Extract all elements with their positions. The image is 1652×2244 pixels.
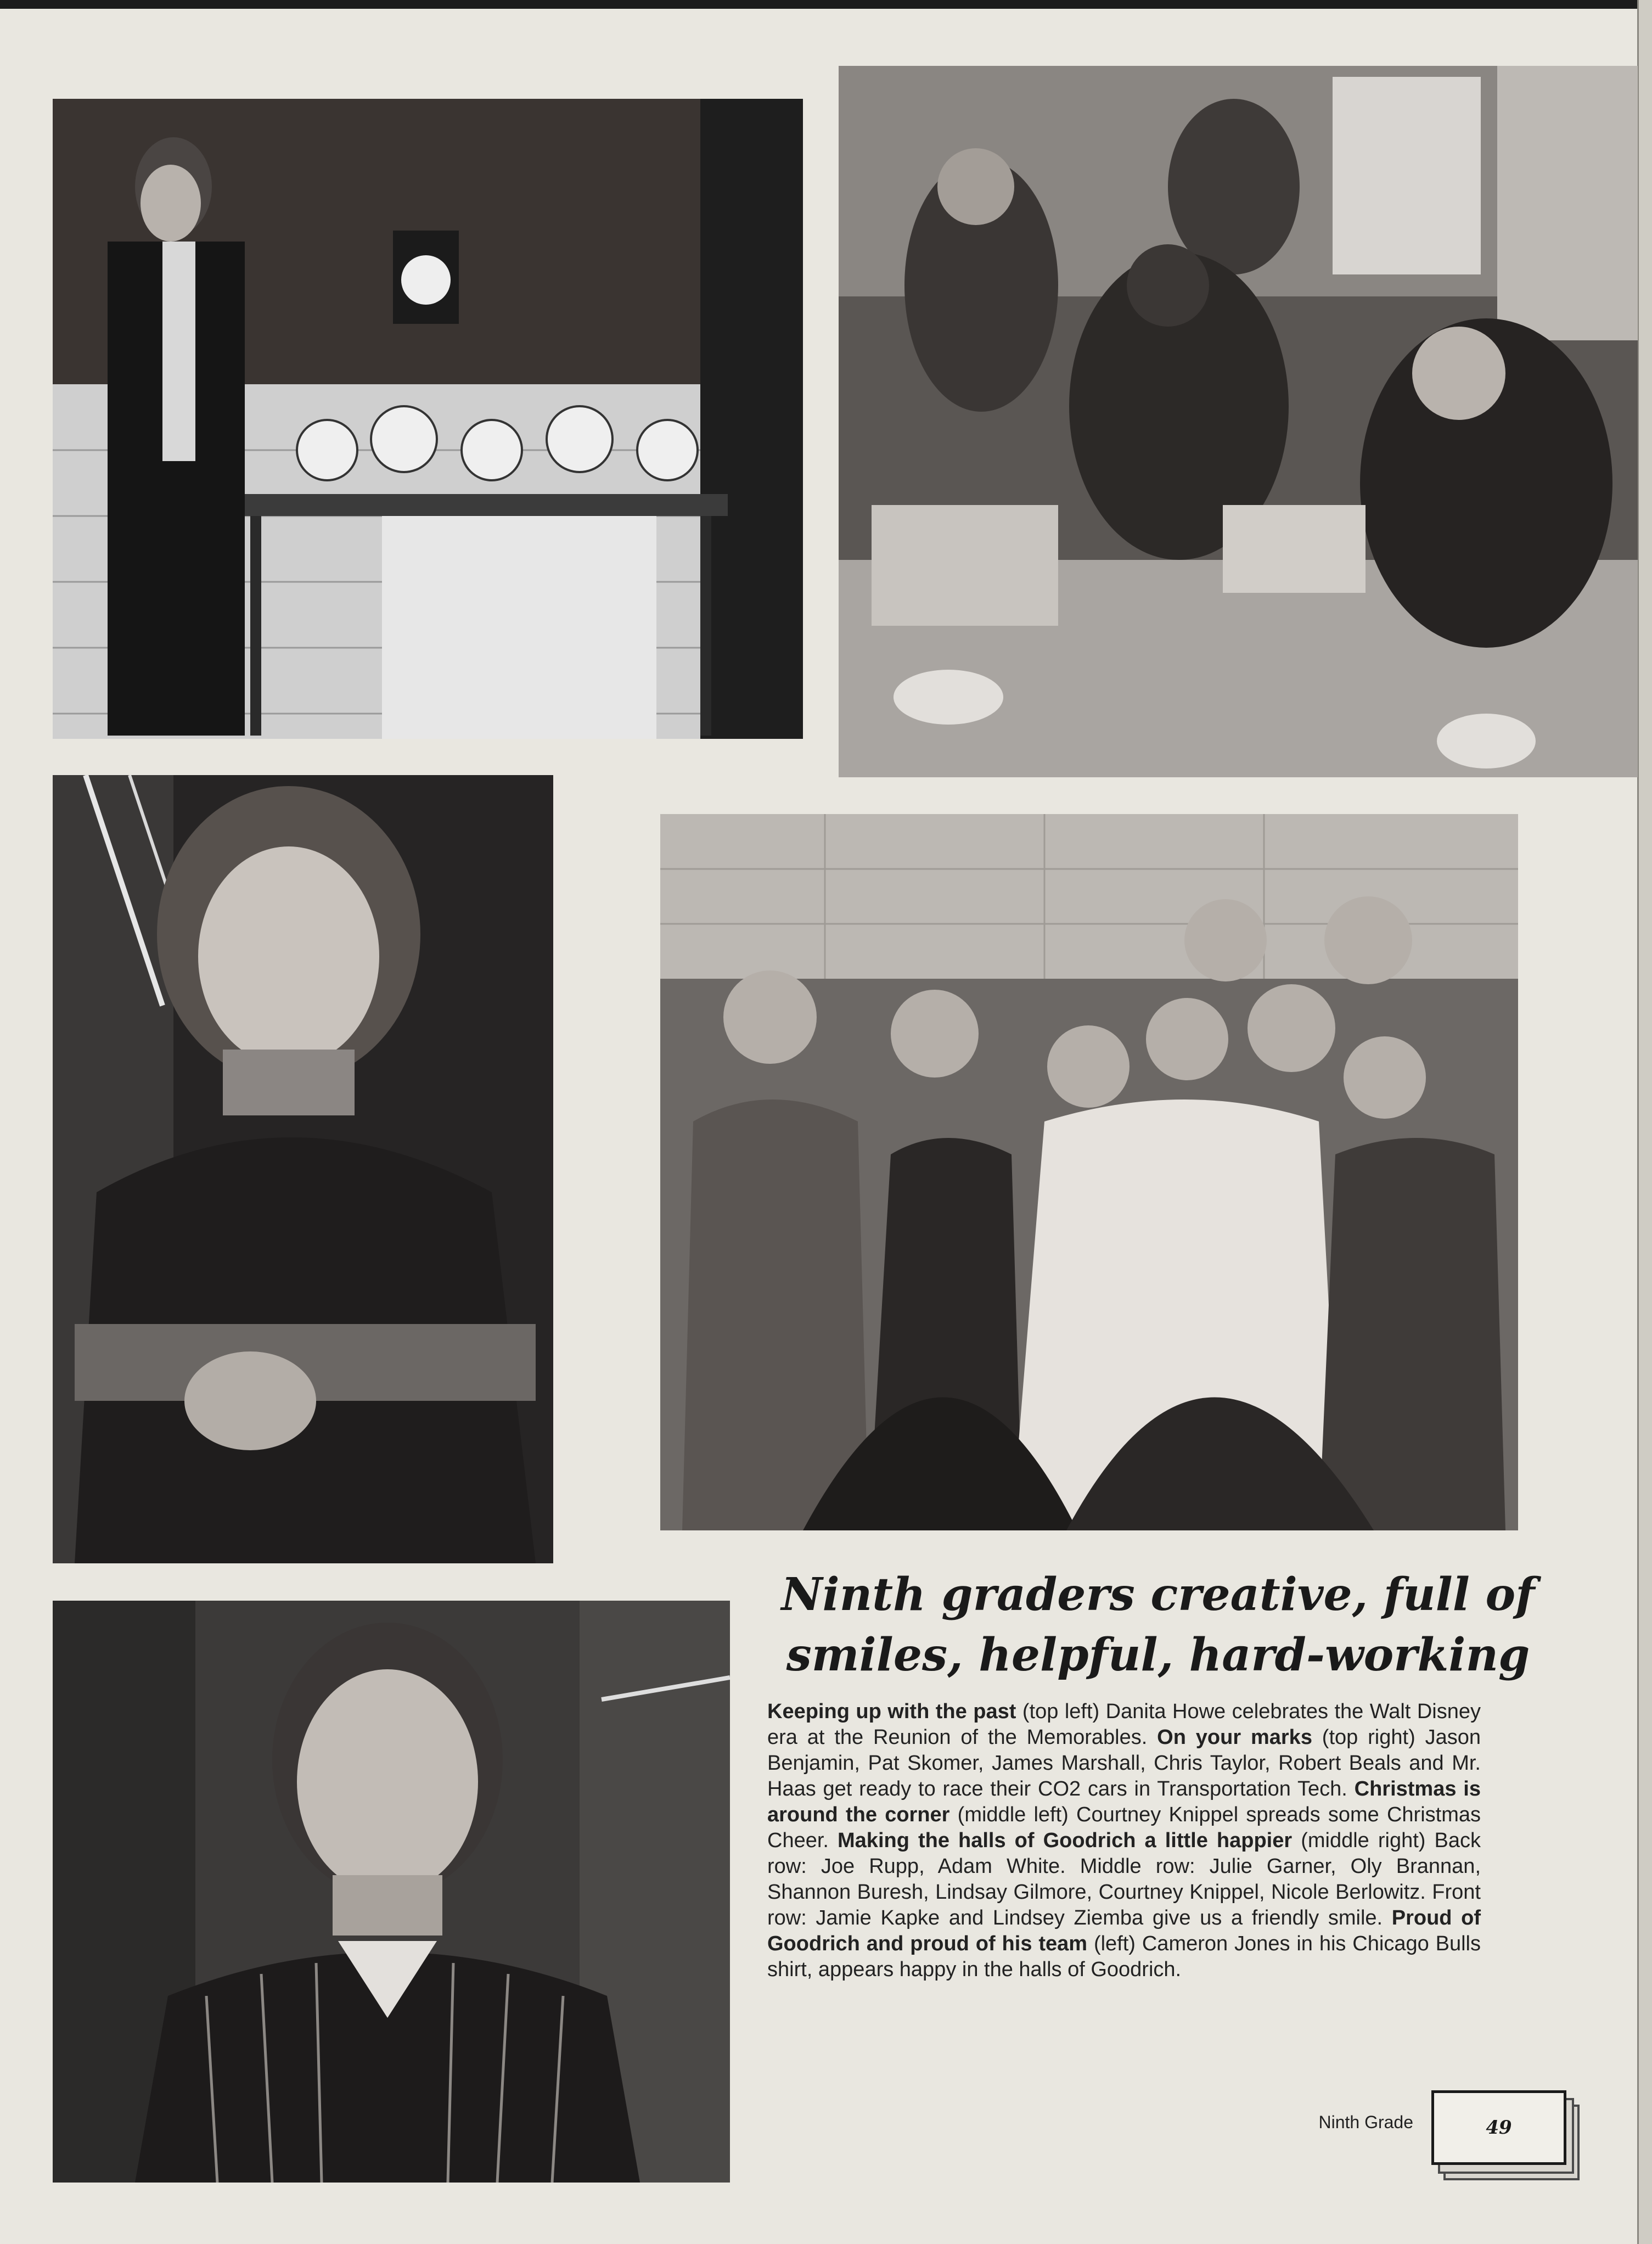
page-top-edge: [0, 0, 1652, 9]
caption-text-1: (top left) Danita Howe celebrates the Walt Disney era at the Reunion of the Memorables.: [767, 1700, 1481, 1749]
photo-cameron-jones: [53, 1601, 730, 2183]
page-number: 49: [1486, 2117, 1512, 2139]
caption-text-3: (middle left) Courtney Knippel spreads some Christmas Cheer.: [767, 1803, 1481, 1852]
caption-lead-1: Keeping up with the past: [767, 1700, 1016, 1723]
caption-lead-3: Christmas is around the corner: [767, 1777, 1481, 1826]
photo-disney-display: [53, 99, 803, 739]
page-number-box: [1431, 2090, 1566, 2165]
photo-group-ninth-graders: [660, 814, 1518, 1530]
headline-line-1: Ninth graders creative, full of: [781, 1568, 1535, 1621]
caption-text-5: (left) Cameron Jones in his Chicago Bulls shirt, appears happy in the halls of Goodrich.: [767, 1932, 1481, 1981]
photo-co2-car-race: [839, 66, 1638, 777]
photo-courtney-knippel: [53, 775, 553, 1563]
headline-line-2: smiles, helpful, hard-working: [786, 1629, 1530, 1681]
headline: [735, 1564, 1581, 1685]
photo-caption: [767, 1699, 1481, 1983]
caption-lead-5: Proud of Goodrich and proud of his team: [767, 1906, 1481, 1955]
caption-text-4: (middle right) Back row: Joe Rupp, Adam White. Middle row: Julie Garner, Oly Brannan, Shannon Buresh, Lindsay Gilmore, Courtney Knippel, Nicole Berlowitz. Front row: Jamie Kapke and Lindsey Ziemba give us a friendly smile.: [767, 1829, 1481, 1929]
folio-section-label: Ninth Grade: [1318, 2112, 1413, 2132]
caption-lead-4: Making the halls of Goodrich a little happier: [838, 1829, 1293, 1852]
page-binding-edge: [1637, 0, 1652, 2244]
caption-lead-2: On your marks: [1157, 1726, 1312, 1749]
caption-text-2: (top right) Jason Benjamin, Pat Skomer, James Marshall, Chris Taylor, Robert Beals and Mr. Haas get ready to race their CO2 cars in Transportation Tech.: [767, 1726, 1481, 1800]
